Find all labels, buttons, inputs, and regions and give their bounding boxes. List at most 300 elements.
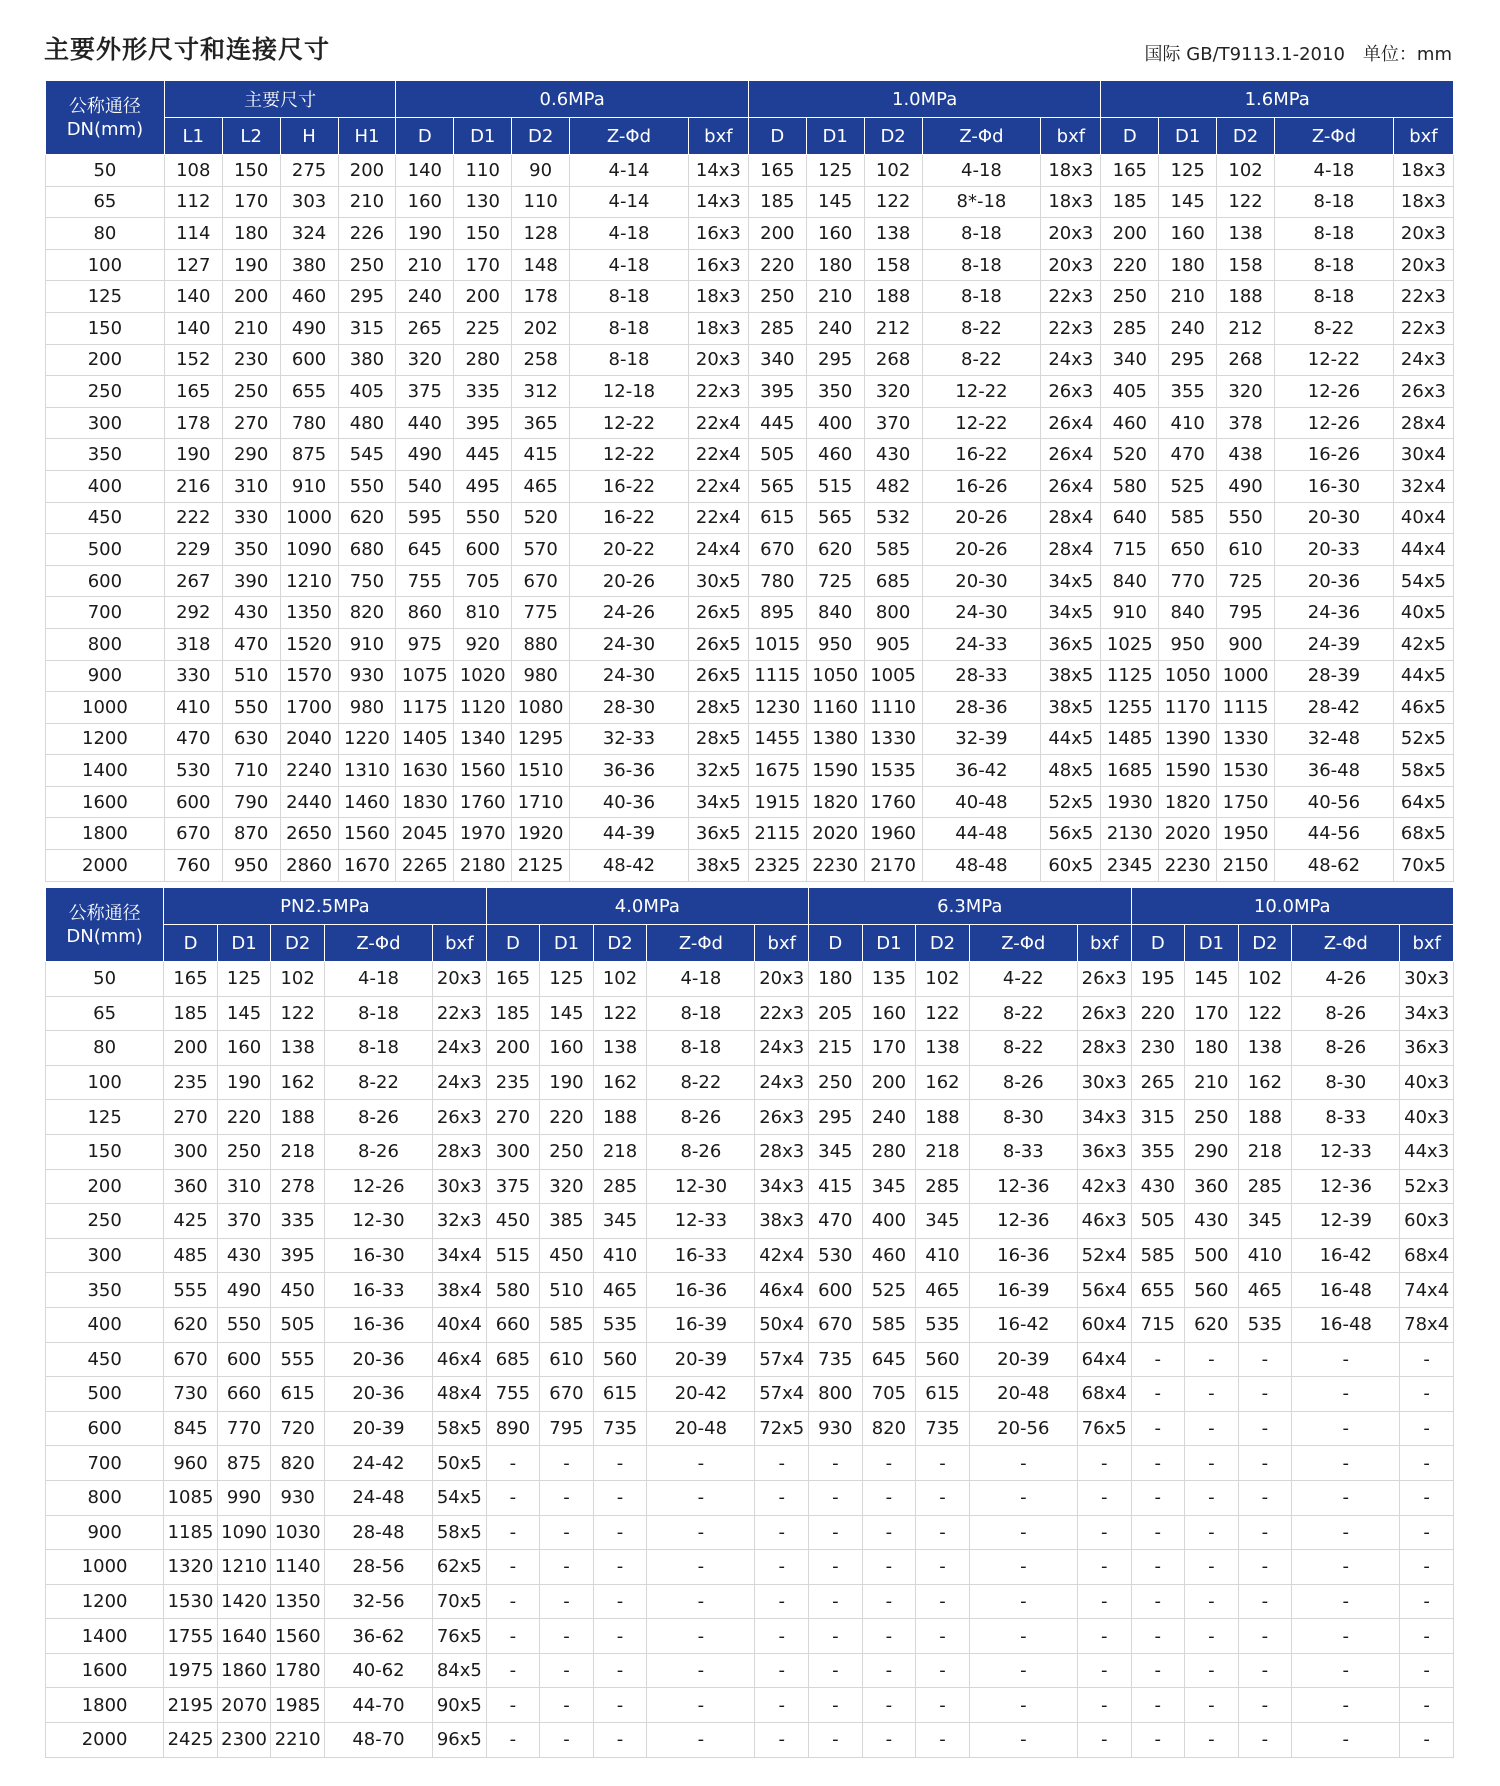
dn-cell: 200 <box>46 1169 164 1204</box>
dn-header-line: 公称通径 <box>68 902 141 924</box>
value-cell: 44x4 <box>1393 534 1453 566</box>
dn-cell: 100 <box>46 249 165 281</box>
value-cell: - <box>1400 1480 1454 1515</box>
value-cell: 200 <box>222 281 280 313</box>
value-cell: 1170 <box>1159 692 1217 724</box>
value-cell: 715 <box>1101 534 1159 566</box>
value-cell: - <box>1292 1515 1400 1550</box>
value-cell: 595 <box>396 502 454 534</box>
value-cell: 20-26 <box>922 502 1041 534</box>
value-cell: 26x3 <box>1393 376 1453 408</box>
table-row <box>46 962 1454 997</box>
value-cell: - <box>916 1480 970 1515</box>
value-cell: 295 <box>338 281 396 313</box>
value-cell: - <box>1185 1723 1239 1758</box>
value-cell: 600 <box>164 786 222 818</box>
value-cell: 20x3 <box>1393 218 1453 250</box>
column-header: H <box>280 118 338 155</box>
value-cell: 500 <box>1185 1238 1239 1273</box>
value-cell: 400 <box>862 1204 916 1239</box>
value-cell: 145 <box>806 186 864 218</box>
value-cell: 560 <box>916 1342 970 1377</box>
value-cell: - <box>862 1550 916 1585</box>
value-cell: 1140 <box>271 1550 325 1585</box>
column-header: bxf <box>1393 118 1453 155</box>
value-cell: 545 <box>338 439 396 471</box>
value-cell: 1000 <box>280 502 338 534</box>
value-cell: 930 <box>338 660 396 692</box>
dn-cell: 800 <box>46 628 165 660</box>
value-cell: 24-26 <box>570 597 689 629</box>
value-cell: 4-22 <box>969 962 1077 997</box>
value-cell: 24-36 <box>1275 597 1394 629</box>
value-cell: 8-18 <box>570 344 689 376</box>
value-cell: 1560 <box>271 1619 325 1654</box>
value-cell: 18x3 <box>1393 186 1453 218</box>
value-cell: 1390 <box>1159 723 1217 755</box>
value-cell: 8-30 <box>969 1100 1077 1135</box>
value-cell: - <box>969 1653 1077 1688</box>
value-cell: 28-56 <box>324 1550 432 1585</box>
value-cell: - <box>1292 1550 1400 1585</box>
dn-cell: 65 <box>46 996 164 1031</box>
column-header: L1 <box>164 118 222 155</box>
value-cell: 40x3 <box>1400 1065 1454 1100</box>
value-cell: 230 <box>222 344 280 376</box>
value-cell: 1820 <box>1159 786 1217 818</box>
value-cell: - <box>1238 1688 1292 1723</box>
value-cell: 290 <box>222 439 280 471</box>
value-cell: 1460 <box>338 786 396 818</box>
value-cell: - <box>486 1653 540 1688</box>
value-cell: 450 <box>540 1238 594 1273</box>
value-cell: 365 <box>512 407 570 439</box>
value-cell: 1780 <box>271 1653 325 1688</box>
value-cell: - <box>1400 1515 1454 1550</box>
value-cell: 735 <box>916 1411 970 1446</box>
value-cell: 810 <box>454 597 512 629</box>
value-cell: 28-39 <box>1275 660 1394 692</box>
value-cell: 12-26 <box>324 1169 432 1204</box>
value-cell: 1310 <box>338 755 396 787</box>
value-cell: - <box>1400 1550 1454 1585</box>
column-header: D <box>164 925 218 962</box>
value-cell: 26x5 <box>688 597 748 629</box>
table-row <box>46 186 1454 218</box>
value-cell: 212 <box>864 312 922 344</box>
value-cell: 300 <box>164 1134 218 1169</box>
value-cell: 450 <box>271 1273 325 1308</box>
value-cell: 8-18 <box>647 1031 755 1066</box>
value-cell: 34x5 <box>688 786 748 818</box>
value-cell: 218 <box>593 1134 647 1169</box>
value-cell: 8-22 <box>324 1065 432 1100</box>
value-cell: 58x5 <box>433 1515 487 1550</box>
dn-cell: 800 <box>46 1480 164 1515</box>
dn-cell: 50 <box>46 962 164 997</box>
value-cell: 470 <box>809 1204 863 1239</box>
value-cell: 515 <box>806 470 864 502</box>
value-cell: 130 <box>454 186 512 218</box>
value-cell: 32-48 <box>1275 723 1394 755</box>
value-cell: 1915 <box>748 786 806 818</box>
value-cell: 16-30 <box>1275 470 1394 502</box>
value-cell: 4-14 <box>570 186 689 218</box>
dn-cell: 900 <box>46 660 165 692</box>
value-cell: 16-30 <box>324 1238 432 1273</box>
value-cell: 1860 <box>217 1653 271 1688</box>
value-cell: 140 <box>396 155 454 187</box>
value-cell: 44-39 <box>570 818 689 850</box>
value-cell: 30x5 <box>688 565 748 597</box>
value-cell: 8-22 <box>922 344 1041 376</box>
value-cell: 360 <box>164 1169 218 1204</box>
value-cell: 110 <box>512 186 570 218</box>
value-cell: - <box>647 1619 755 1654</box>
value-cell: 980 <box>338 692 396 724</box>
value-cell: 585 <box>1131 1238 1185 1273</box>
value-cell: 290 <box>1185 1134 1239 1169</box>
value-cell: 465 <box>916 1273 970 1308</box>
value-cell: 18x3 <box>688 281 748 313</box>
value-cell: 24x3 <box>433 1031 487 1066</box>
value-cell: 510 <box>540 1273 594 1308</box>
value-cell: 24x3 <box>1041 344 1101 376</box>
column-header: D1 <box>540 925 594 962</box>
value-cell: 220 <box>1131 996 1185 1031</box>
value-cell: 20x3 <box>1041 249 1101 281</box>
dn-cell: 700 <box>46 1446 164 1481</box>
value-cell: 1960 <box>864 818 922 850</box>
value-cell: 490 <box>1217 470 1275 502</box>
value-cell: 8-18 <box>1275 249 1394 281</box>
value-cell: 320 <box>1217 376 1275 408</box>
value-cell: 240 <box>806 312 864 344</box>
value-cell: 1560 <box>338 818 396 850</box>
value-cell: 258 <box>512 344 570 376</box>
value-cell: 24x3 <box>1393 344 1453 376</box>
value-cell: 46x4 <box>433 1342 487 1377</box>
value-cell: 250 <box>748 281 806 313</box>
column-header: D2 <box>593 925 647 962</box>
value-cell: 72x5 <box>755 1411 809 1446</box>
value-cell: - <box>1292 1411 1400 1446</box>
value-cell: 450 <box>486 1204 540 1239</box>
value-cell: 1930 <box>1101 786 1159 818</box>
value-cell: 1760 <box>864 786 922 818</box>
value-cell: 405 <box>338 376 396 408</box>
value-cell: 215 <box>809 1031 863 1066</box>
value-cell: 1160 <box>806 692 864 724</box>
value-cell: 840 <box>1159 597 1217 629</box>
value-cell: - <box>486 1584 540 1619</box>
value-cell: 770 <box>217 1411 271 1446</box>
value-cell: 76x5 <box>433 1619 487 1654</box>
value-cell: 580 <box>1101 470 1159 502</box>
value-cell: 16-39 <box>969 1273 1077 1308</box>
value-cell: 550 <box>454 502 512 534</box>
value-cell: - <box>1185 1342 1239 1377</box>
value-cell: - <box>1292 1723 1400 1758</box>
value-cell: - <box>1238 1619 1292 1654</box>
value-cell: 280 <box>454 344 512 376</box>
standard-code: 国际 GB/T9113.1-2010 <box>1144 44 1345 65</box>
value-cell: 138 <box>593 1031 647 1066</box>
value-cell: 465 <box>512 470 570 502</box>
value-cell: 505 <box>748 439 806 471</box>
value-cell: 250 <box>222 376 280 408</box>
value-cell: - <box>1238 1446 1292 1481</box>
value-cell: 36-48 <box>1275 755 1394 787</box>
column-header: Z-Φd <box>570 118 689 155</box>
column-header: D1 <box>806 118 864 155</box>
value-cell: 12-36 <box>969 1204 1077 1239</box>
dn-cell: 150 <box>46 312 165 344</box>
value-cell: 165 <box>164 962 218 997</box>
value-cell: - <box>1077 1688 1131 1723</box>
dn-cell: 1200 <box>46 1584 164 1619</box>
value-cell: 8-18 <box>1275 218 1394 250</box>
value-cell: 20-48 <box>647 1411 755 1446</box>
value-cell: 52x4 <box>1077 1238 1131 1273</box>
value-cell: 8-33 <box>1292 1100 1400 1135</box>
value-cell: 1210 <box>217 1550 271 1585</box>
value-cell: - <box>1238 1411 1292 1446</box>
value-cell: - <box>1400 1688 1454 1723</box>
value-cell: 2045 <box>396 818 454 850</box>
table-row <box>46 660 1454 692</box>
value-cell: 125 <box>1159 155 1217 187</box>
table-row <box>46 1342 1454 1377</box>
value-cell: 12-22 <box>922 376 1041 408</box>
value-cell: 292 <box>164 597 222 629</box>
value-cell: 670 <box>512 565 570 597</box>
value-cell: 170 <box>862 1031 916 1066</box>
value-cell: 8-18 <box>570 312 689 344</box>
value-cell: 20-36 <box>324 1342 432 1377</box>
value-cell: - <box>1131 1550 1185 1585</box>
value-cell: 1075 <box>396 660 454 692</box>
value-cell: 40x5 <box>1393 597 1453 629</box>
value-cell: 525 <box>1159 470 1217 502</box>
value-cell: 28-30 <box>570 692 689 724</box>
value-cell: 200 <box>338 155 396 187</box>
value-cell: 20x3 <box>688 344 748 376</box>
value-cell: 30x4 <box>1393 439 1453 471</box>
value-cell: - <box>862 1619 916 1654</box>
value-cell: 26x3 <box>1077 962 1131 997</box>
value-cell: 178 <box>512 281 570 313</box>
value-cell: 160 <box>1159 218 1217 250</box>
value-cell: 395 <box>454 407 512 439</box>
value-cell: - <box>862 1688 916 1723</box>
value-cell: - <box>540 1688 594 1723</box>
value-cell: 8-18 <box>1275 281 1394 313</box>
value-cell: 4-18 <box>1275 155 1394 187</box>
value-cell: - <box>1400 1619 1454 1654</box>
value-cell: - <box>647 1723 755 1758</box>
page-title: 主要外形尺寸和连接尺寸 <box>44 35 331 64</box>
unit-label: 单位：mm <box>1362 44 1452 65</box>
value-cell: 438 <box>1217 439 1275 471</box>
value-cell: 8-26 <box>647 1100 755 1135</box>
value-cell: 720 <box>271 1411 325 1446</box>
value-cell: 4-18 <box>922 155 1041 187</box>
value-cell: 8-26 <box>1292 1031 1400 1066</box>
value-cell: 270 <box>164 1100 218 1135</box>
value-cell: 145 <box>540 996 594 1031</box>
value-cell: 735 <box>593 1411 647 1446</box>
value-cell: 615 <box>593 1377 647 1412</box>
value-cell: 26x4 <box>1041 439 1101 471</box>
value-cell: 275 <box>280 155 338 187</box>
value-cell: 1255 <box>1101 692 1159 724</box>
value-cell: 160 <box>396 186 454 218</box>
value-cell: 222 <box>164 502 222 534</box>
value-cell: 36x5 <box>1041 628 1101 660</box>
value-cell: 1020 <box>454 660 512 692</box>
value-cell: 2650 <box>280 818 338 850</box>
value-cell: 2300 <box>217 1723 271 1758</box>
value-cell: 920 <box>454 628 512 660</box>
value-cell: 218 <box>271 1134 325 1169</box>
value-cell: 32x4 <box>1393 470 1453 502</box>
value-cell: 735 <box>809 1342 863 1377</box>
value-cell: 26x4 <box>1041 470 1101 502</box>
value-cell: 210 <box>1185 1065 1239 1100</box>
value-cell: - <box>1238 1584 1292 1619</box>
value-cell: 565 <box>748 470 806 502</box>
value-cell: 190 <box>222 249 280 281</box>
value-cell: 415 <box>512 439 570 471</box>
column-header: D1 <box>862 925 916 962</box>
value-cell: - <box>1077 1515 1131 1550</box>
value-cell: 180 <box>222 218 280 250</box>
value-cell: 28x3 <box>755 1134 809 1169</box>
value-cell: 52x5 <box>1041 786 1101 818</box>
value-cell: - <box>1131 1377 1185 1412</box>
value-cell: 20-30 <box>1275 502 1394 534</box>
dn-cell: 700 <box>46 597 165 629</box>
value-cell: 34x5 <box>1041 597 1101 629</box>
dn-cell: 300 <box>46 1238 164 1273</box>
value-cell: 1110 <box>864 692 922 724</box>
value-cell: 212 <box>1217 312 1275 344</box>
value-cell: 50x4 <box>755 1307 809 1342</box>
value-cell: 780 <box>280 407 338 439</box>
value-cell: 28x3 <box>1077 1031 1131 1066</box>
table-row <box>46 1377 1454 1412</box>
value-cell: - <box>593 1584 647 1619</box>
value-cell: 16-33 <box>324 1273 432 1308</box>
value-cell: 8*-18 <box>922 186 1041 218</box>
value-cell: 1750 <box>1217 786 1275 818</box>
value-cell: 340 <box>1101 344 1159 376</box>
value-cell: 12-26 <box>1275 376 1394 408</box>
value-cell: - <box>969 1480 1077 1515</box>
value-cell: 535 <box>1238 1307 1292 1342</box>
value-cell: 185 <box>164 996 218 1031</box>
value-cell: 178 <box>164 407 222 439</box>
standard-info <box>1145 40 1452 66</box>
value-cell: 775 <box>512 597 570 629</box>
value-cell: 24-39 <box>1275 628 1394 660</box>
value-cell: 28x4 <box>1041 534 1101 566</box>
value-cell: - <box>755 1653 809 1688</box>
value-cell: 570 <box>512 534 570 566</box>
value-cell: 2860 <box>280 850 338 882</box>
value-cell: 24-30 <box>570 660 689 692</box>
value-cell: 1630 <box>396 755 454 787</box>
value-cell: - <box>1185 1653 1239 1688</box>
value-cell: 165 <box>748 155 806 187</box>
value-cell: 218 <box>1238 1134 1292 1169</box>
value-cell: 8-22 <box>969 1031 1077 1066</box>
value-cell: 470 <box>222 628 280 660</box>
value-cell: 22x3 <box>688 376 748 408</box>
value-cell: 188 <box>1238 1100 1292 1135</box>
value-cell: 20-39 <box>969 1342 1077 1377</box>
value-cell: - <box>1238 1342 1292 1377</box>
value-cell: 48-62 <box>1275 850 1394 882</box>
dn-cell: 200 <box>46 344 165 376</box>
value-cell: - <box>1400 1411 1454 1446</box>
value-cell: 470 <box>164 723 222 755</box>
value-cell: 26x5 <box>688 628 748 660</box>
value-cell: 32-33 <box>570 723 689 755</box>
value-cell: 40x3 <box>1400 1100 1454 1135</box>
column-header: D2 <box>916 925 970 962</box>
table-row <box>46 692 1454 724</box>
value-cell: 890 <box>486 1411 540 1446</box>
value-cell: 1755 <box>164 1619 218 1654</box>
value-cell: 56x5 <box>1041 818 1101 850</box>
value-cell: 1820 <box>806 786 864 818</box>
dn-cell: 65 <box>46 186 165 218</box>
value-cell: 1050 <box>806 660 864 692</box>
table-row <box>46 470 1454 502</box>
group-header: 主要尺寸 <box>164 81 396 118</box>
value-cell: 620 <box>338 502 396 534</box>
value-cell: 16-48 <box>1292 1307 1400 1342</box>
value-cell: 300 <box>486 1134 540 1169</box>
column-header: D1 <box>1185 925 1239 962</box>
value-cell: 22x3 <box>1393 281 1453 313</box>
value-cell: 1700 <box>280 692 338 724</box>
value-cell: 8-26 <box>969 1065 1077 1100</box>
value-cell: 800 <box>809 1377 863 1412</box>
value-cell: 285 <box>1238 1169 1292 1204</box>
value-cell: - <box>1077 1480 1131 1515</box>
value-cell: 790 <box>222 786 280 818</box>
value-cell: 840 <box>806 597 864 629</box>
value-cell: 32-56 <box>324 1584 432 1619</box>
value-cell: 505 <box>271 1307 325 1342</box>
value-cell: 210 <box>338 186 396 218</box>
value-cell: 430 <box>1131 1169 1185 1204</box>
value-cell: 52x3 <box>1400 1169 1454 1204</box>
value-cell: 1920 <box>512 818 570 850</box>
value-cell: 820 <box>338 597 396 629</box>
value-cell: 4-14 <box>570 155 689 187</box>
value-cell: 138 <box>916 1031 970 1066</box>
value-cell: 12-22 <box>570 439 689 471</box>
value-cell: 2440 <box>280 786 338 818</box>
value-cell: 18x3 <box>1041 186 1101 218</box>
value-cell: 715 <box>1131 1307 1185 1342</box>
value-cell: 555 <box>271 1342 325 1377</box>
value-cell: 1970 <box>454 818 512 850</box>
